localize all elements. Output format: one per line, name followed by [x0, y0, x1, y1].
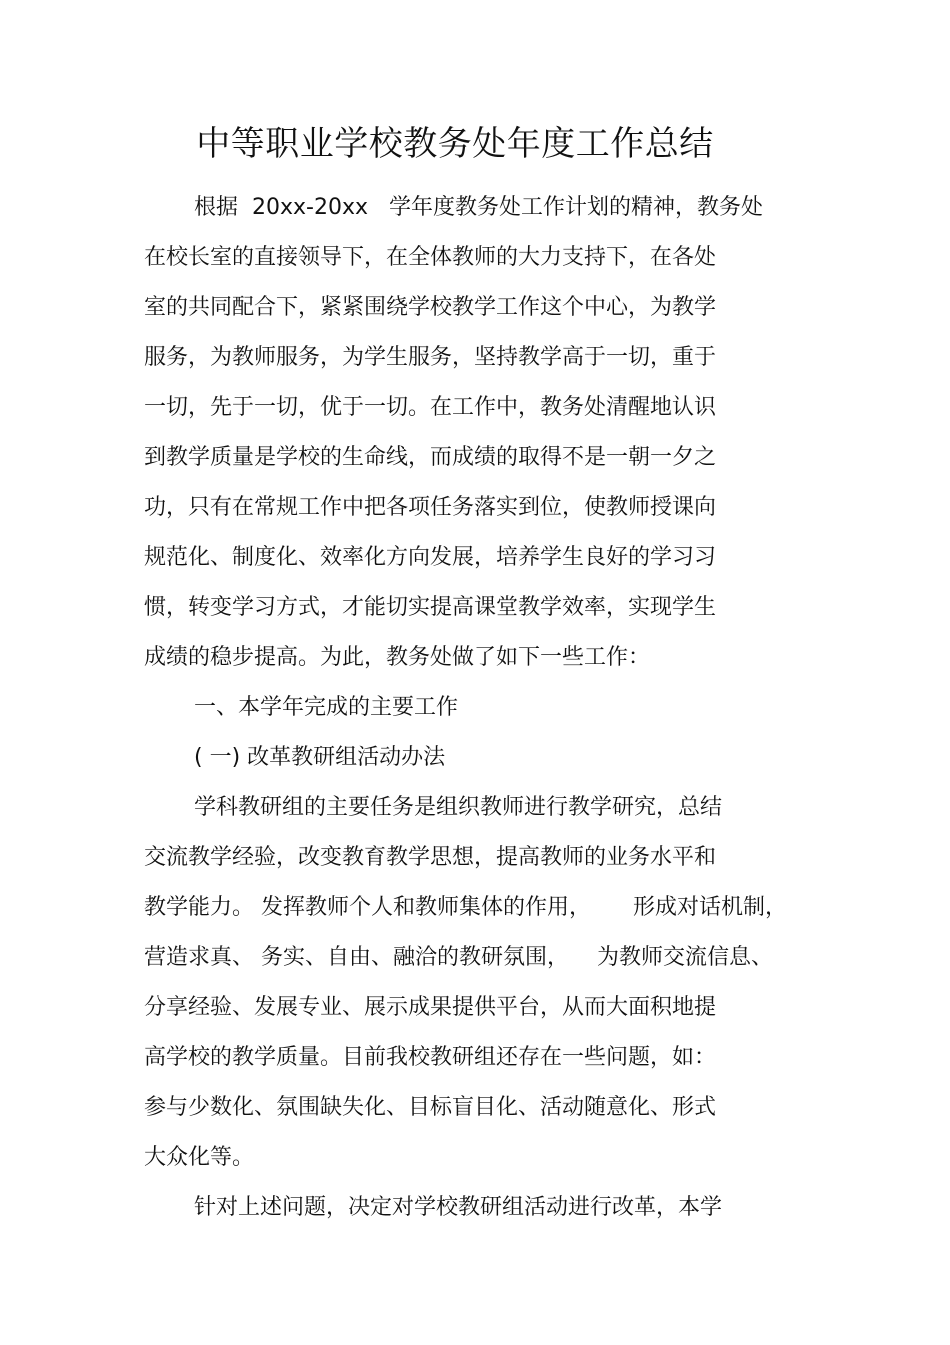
paragraph-line: 服务，为教师服务，为学生服务，坚持教学高于一切，重于: [144, 345, 717, 370]
paragraph-line: 惯，转变学习方式，才能切实提高课堂教学效率，实现学生: [144, 595, 717, 620]
paragraph-line: 大众化等。: [144, 1145, 255, 1170]
section-heading: 一、本学年完成的主要工作: [194, 695, 459, 720]
paragraph-line: 交流教学经验，改变教育教学思想，提高教师的业务水平和: [144, 845, 717, 870]
paragraph-line: 高学校的教学质量。目前我校教研组还存在一些问题，如：: [144, 1045, 717, 1070]
paragraph-line: 营造求真、 务实、自由、融洽的教研氛围， 为教师交流信息、: [144, 945, 773, 970]
paragraph-line: 成绩的稳步提高。为此，教务处做了如下一些工作：: [144, 645, 651, 670]
paragraph-line: 教学能力。 发挥教师个人和教师集体的作用， 形成对话机制，: [144, 895, 787, 920]
paragraph-line: 规范化、制度化、效率化方向发展，培养学生良好的学习习: [144, 545, 717, 570]
paragraph-line: 根据 20xx-20xx 学年度教务处工作计划的精神，教务处: [194, 195, 763, 220]
paragraph-line: 到教学质量是学校的生命线，而成绩的取得不是一朝一夕之: [144, 445, 717, 470]
paragraph-line: 功，只有在常规工作中把各项任务落实到位，使教师授课向: [144, 495, 717, 520]
paragraph-line: 在校长室的直接领导下，在全体教师的大力支持下，在各处: [144, 245, 717, 270]
paragraph-line: 学科教研组的主要任务是组织教师进行教学研究，总结: [194, 795, 723, 820]
paragraph-line: 一切，先于一切，优于一切。在工作中，教务处清醒地认识: [144, 395, 717, 420]
paragraph-line: 参与少数化、氛围缺失化、目标盲目化、活动随意化、形式: [144, 1095, 717, 1120]
paragraph-line: 分享经验、发展专业、展示成果提供平台，从而大面积地提: [144, 995, 717, 1020]
subsection-heading: ( 一) 改革教研组活动办法: [194, 745, 446, 770]
paragraph-line: 针对上述问题，决定对学校教研组活动进行改革，本学: [194, 1195, 723, 1220]
document-title: 中等职业学校教务处年度工作总结: [196, 124, 714, 164]
paragraph-line: 室的共同配合下，紧紧围绕学校教学工作这个中心，为教学: [144, 295, 717, 320]
